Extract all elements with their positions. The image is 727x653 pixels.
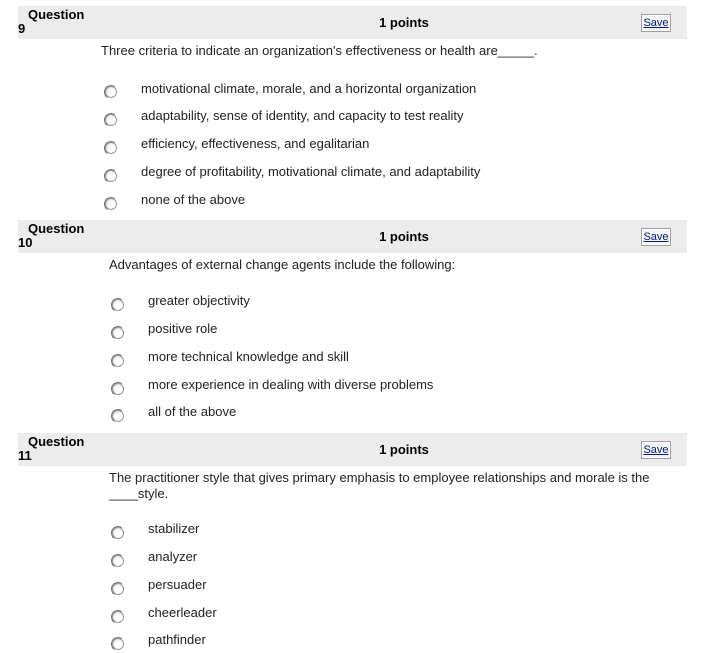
radio-button[interactable] (112, 527, 124, 539)
question-word: Question (28, 7, 85, 22)
option-label: persuader (148, 577, 207, 592)
save-button[interactable]: Save (641, 228, 671, 246)
question-label (18, 435, 102, 463)
option-label: positive role (148, 321, 218, 336)
option-label: efficiency, effectiveness, and egalitarian (141, 136, 370, 151)
question-word: Question (28, 434, 85, 449)
radio-button[interactable] (112, 355, 124, 367)
radio-button[interactable] (105, 86, 117, 98)
radio-button[interactable] (112, 638, 124, 650)
save-button[interactable]: Save (641, 14, 671, 32)
option-label: none of the above (141, 192, 246, 207)
question-label (18, 8, 102, 36)
radio-button[interactable] (105, 198, 117, 210)
question-header-bar (18, 433, 687, 466)
option-label: analyzer (148, 549, 198, 564)
radio-button[interactable] (105, 142, 117, 154)
option-label: greater objectivity (148, 293, 250, 308)
option-label: adaptability, sense of identity, and capacity to test reality (141, 108, 464, 123)
radio-button[interactable] (105, 170, 117, 182)
radio-button[interactable] (112, 410, 124, 422)
radio-button[interactable] (112, 555, 124, 567)
question-text: Three criteria to indicate an organization's effectiveness or health are_____. (101, 43, 538, 58)
points-label: 1 points (379, 15, 429, 30)
question-number: 10 (18, 235, 33, 250)
radio-button[interactable] (112, 299, 124, 311)
question-number: 11 (18, 448, 32, 463)
points-label: 1 points (379, 229, 429, 244)
question-label (18, 222, 102, 250)
option-label: motivational climate, morale, and a horizontal organization (141, 81, 477, 96)
option-label: pathfinder (148, 632, 206, 647)
points-label: 1 points (379, 442, 429, 457)
question-header-bar (18, 6, 687, 39)
question-number: 9 (18, 21, 26, 36)
question-text-line-1: The practitioner style that gives primary emphasis to employee relationships and morale is the (109, 470, 650, 485)
radio-button[interactable] (112, 327, 124, 339)
radio-button[interactable] (105, 114, 117, 126)
option-label: more experience in dealing with diverse problems (148, 377, 434, 392)
option-label: more technical knowledge and skill (148, 349, 349, 364)
option-label: stabilizer (148, 521, 200, 536)
question-text (109, 470, 649, 502)
question-header-bar (18, 220, 687, 253)
question-word: Question (28, 221, 85, 236)
option-label: degree of profitability, motivational climate, and adaptability (141, 164, 481, 179)
option-label: cheerleader (148, 605, 217, 620)
question-text: Advantages of external change agents include the following: (109, 257, 456, 272)
save-button[interactable]: Save (641, 441, 671, 459)
radio-button[interactable] (112, 383, 124, 395)
question-text-line-2: ____style. (109, 486, 169, 501)
option-label: all of the above (148, 404, 237, 419)
radio-button[interactable] (112, 583, 124, 595)
radio-button[interactable] (112, 611, 124, 623)
